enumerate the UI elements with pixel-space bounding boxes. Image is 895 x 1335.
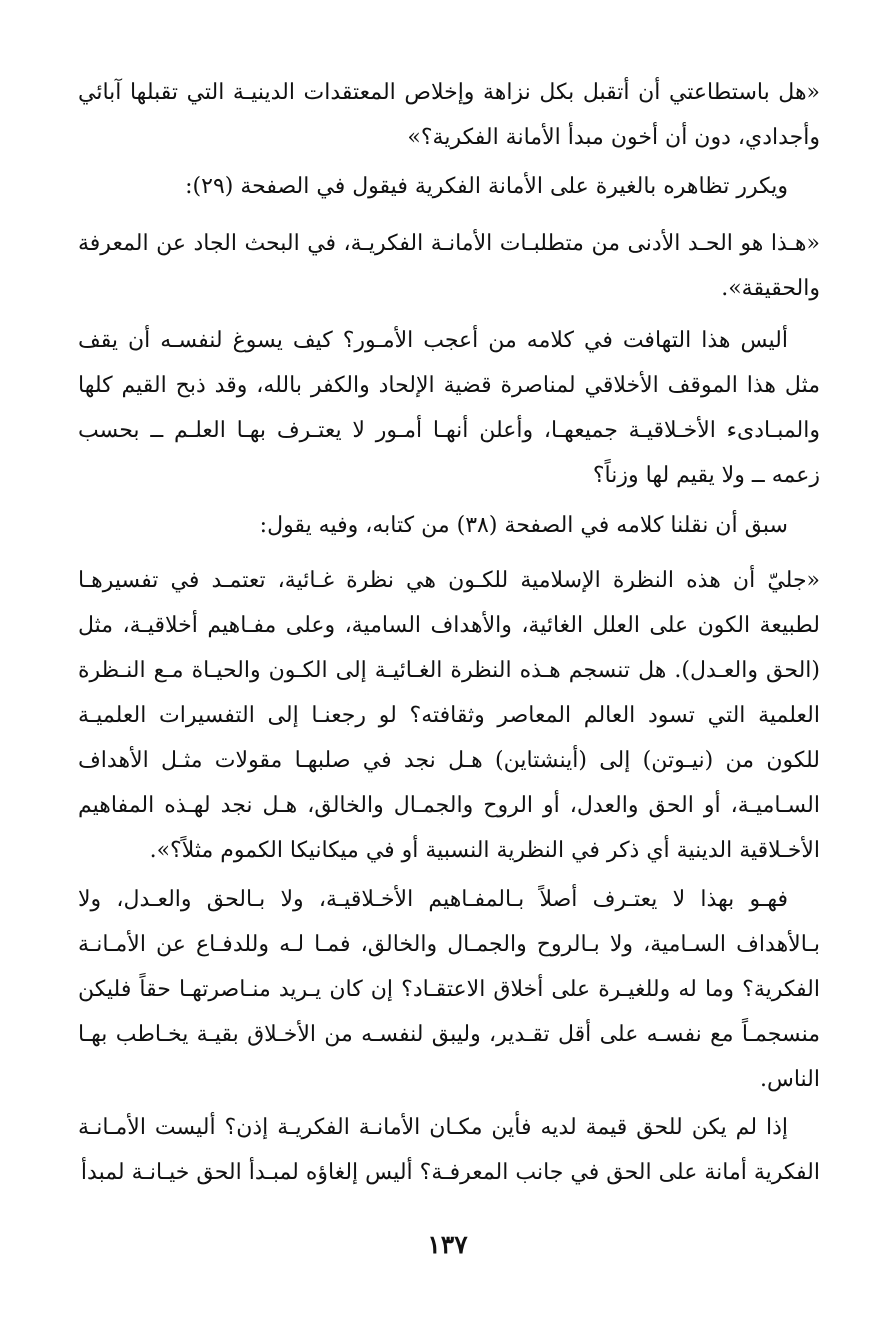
paragraph-previous-quote-reference: سبق أن نقلنا كلامه في الصفحة (٣٨) من كتابه، وفيه يقول: [259,513,788,538]
page-number: ١٣٧ [427,1230,468,1259]
paragraph-rejects-morals: فهـو بهذا لا يعتـرف أصلاً بـالمفـاهيم الأخـلاقيـة، ولا بـالحق والعـدل، ولا بـالأهداف السـامية، ولا بـالروح والجمـال والخالق، فمـا لـه وللدفـاع عن الأمـانـة الفكرية؟ وما له وللغيـرة على أخلاق الاعتقـاد؟ إن كان يـريد منـاصرتهـا حقاً فليكن منسجمـاً مع نفسـه على أقل تقـدير، وليبق لنفسـه من الأخـلاق بقيـة يخـاطب بهـا الناس. [78,887,820,1092]
quote-paragraph-islamic-view: «جليّ أن هذه النظرة الإسلامية للكـون هي نظرة غـائية، تعتمـد في تفسيرهـا لطبيعة الكون على العلل الغائية، والأهداف السامية، وعلى مفـاهيم أخلاقيـة، مثل (الحق والعـدل). هل تنسجم هـذه النظرة الغـائيـة إلى الكـون والحيـاة مـع النـظرة العلمية التي تسود العالم المعاصر وثقافته؟ لو رجعنـا إلى التفسيرات العلميـة للكون من (نيـوتن) إلى (أينشتاين) هـل نجد في صلبهـا مقولات مثـل الأهداف السـاميـة، أو الحق والعدل، أو الروح والجمـال والخالق، هـل نجد لهـذه المفاهيم الأخـلاقية الدينية أي ذكر في النظرية النسبية أو في ميكانيكا الكموم مثلاً؟». [78,568,820,863]
quote-paragraph-minimum-requirement: «هـذا هو الحـد الأدنى من متطلبـات الأمانـة الفكريـة، في البحث الجاد عن المعرفة والحقيقة». [78,231,820,301]
paragraph-contradiction: أليس هذا التهافت في كلامه من أعجب الأمـور؟ كيف يسوغ لنفسـه أن يقف مثل هذا الموقف الأخلاقي لمناصرة قضية الإلحاد والكفر بالله، وقد ذبح القيم كلها والمبـادىء الأخـلاقيـة جميعهـا، وأعلن أنهـا أمـور لا يعتـرف بهـا العلـم ــ بحسب زعمه ــ ولا يقيم لها وزناً؟ [78,328,820,488]
paragraph-repeats-pretense: ويكرر تظاهره بالغيرة على الأمانة الفكرية فيقول في الصفحة (٢٩): [185,174,788,199]
quote-paragraph-intellectual-honesty: «هل باستطاعتي أن أتقبل بكل نزاهة وإخلاص المعتقدات الدينيـة التي تقبلها آبائي وأجدادي، دون أن أخون مبدأ الأمانة الفكرية؟» [78,80,820,150]
paragraph-truth-value: إذا لم يكن للحق قيمة لديه فأين مكـان الأمانـة الفكريـة إذن؟ أليست الأمـانـة الفكرية أمانة على الحق في جانب المعرفـة؟ أليس إلغاؤه لمبـدأ الحق خيـانـة لمبدأ [78,1115,820,1185]
